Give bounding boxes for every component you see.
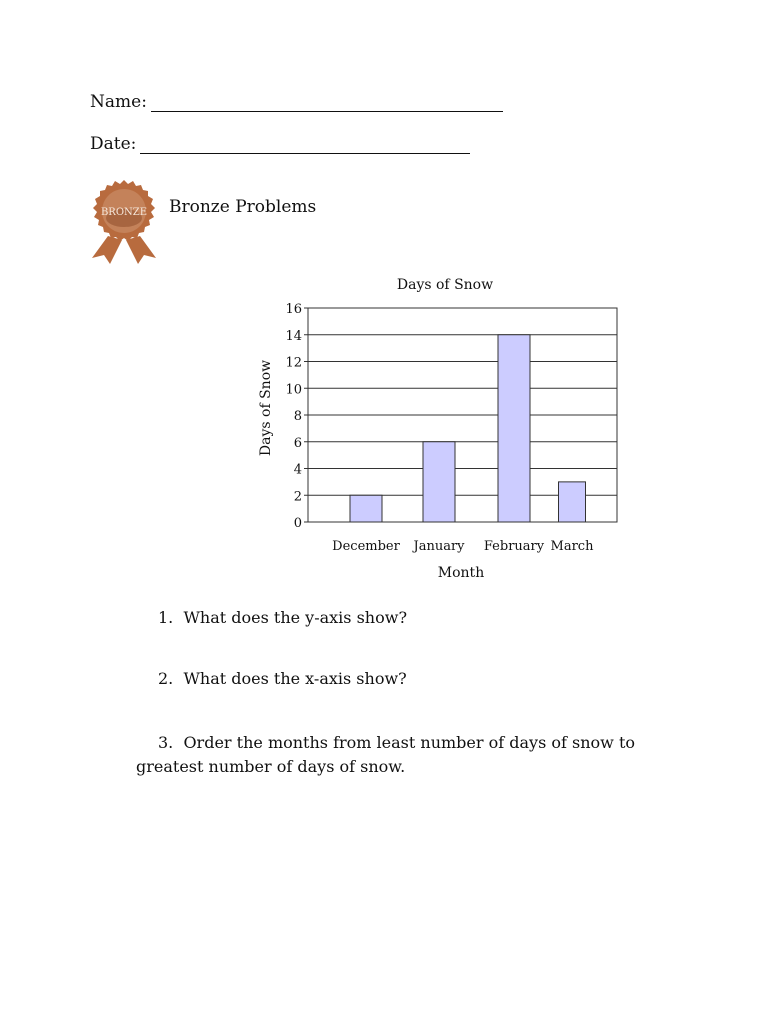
question-1 xyxy=(158,608,407,627)
y-tick-2: 2 xyxy=(293,489,302,505)
question-1-number: 1. xyxy=(158,608,174,627)
y-tick-10: 10 xyxy=(285,382,302,398)
y-tick-0: 0 xyxy=(293,516,302,531)
chart-bars xyxy=(350,335,586,522)
y-axis-label: Days of Snow xyxy=(258,359,274,457)
bar-january xyxy=(423,442,455,522)
question-3-number: 3. xyxy=(158,733,174,752)
question-1-text: What does the y-axis show? xyxy=(183,608,408,627)
question-2 xyxy=(158,669,407,688)
bar-february xyxy=(498,335,530,522)
x-tick-february: February xyxy=(483,539,545,554)
y-tick-4: 4 xyxy=(293,462,302,478)
y-tick-6: 6 xyxy=(293,435,302,451)
y-tick-8: 8 xyxy=(293,409,302,424)
y-tick-labels xyxy=(285,302,302,531)
y-tick-16: 16 xyxy=(285,302,302,317)
bar-march xyxy=(559,482,586,522)
y-tick-14: 14 xyxy=(285,328,302,344)
question-2-number: 2. xyxy=(158,669,174,688)
question-3-text: Order the months from least number of days of snow to greatest number of days of snow. xyxy=(136,733,636,776)
x-tick-march: March xyxy=(550,539,594,554)
x-tick-december: December xyxy=(332,539,400,554)
section-title: Bronze Problems xyxy=(169,197,317,217)
date-label: Date: xyxy=(90,134,137,154)
y-tick-12: 12 xyxy=(285,355,302,371)
bar-december xyxy=(350,495,382,522)
chart-title: Days of Snow xyxy=(396,277,494,293)
x-tick-january: January xyxy=(413,539,465,554)
question-2-text: What does the x-axis show? xyxy=(183,669,407,688)
name-label: Name: xyxy=(90,92,147,112)
question-3 xyxy=(136,731,696,779)
badge-text: BRONZE xyxy=(100,207,148,218)
x-tick-labels xyxy=(332,539,594,554)
x-axis-label: Month xyxy=(437,565,485,581)
